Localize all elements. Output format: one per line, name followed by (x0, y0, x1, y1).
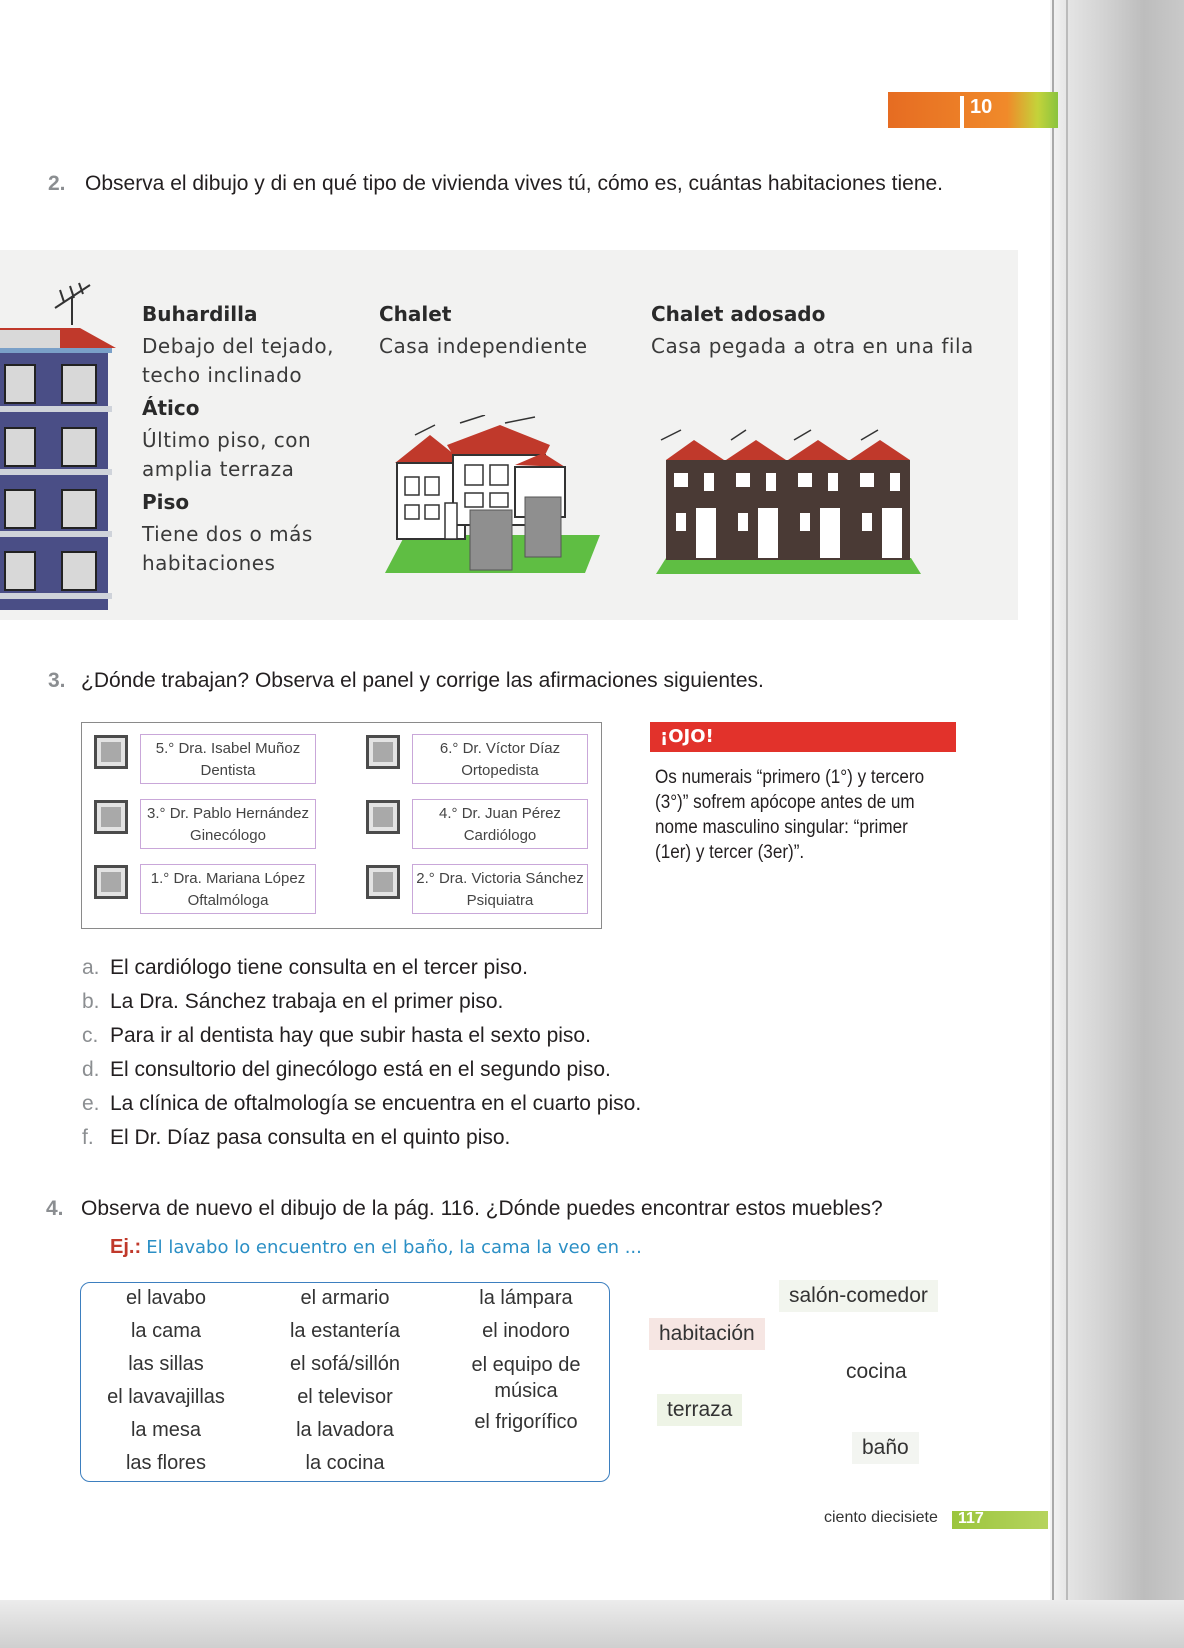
furniture-item: el televisor (297, 1386, 393, 1408)
page-number: 117 (958, 1510, 984, 1527)
exercise-3-number: 3. (48, 669, 66, 692)
term-definition: Último piso, con amplia terraza (142, 428, 312, 481)
room-label: salón-comedor (779, 1280, 938, 1312)
terms-column-middle (379, 302, 619, 361)
furniture-item: el armario (300, 1287, 390, 1309)
term-definition: Debajo del tejado, techo inclinado (142, 334, 334, 387)
example-text: El lavabo lo encuentro en el baño, la cama la veo en ... (146, 1237, 642, 1258)
term-definition: Tiene dos o más habitaciones (142, 522, 313, 575)
bottom-shadow (0, 1600, 1184, 1648)
furniture-item: las flores (125, 1452, 207, 1474)
page-edge (1050, 0, 1184, 1648)
furniture-item: las sillas (128, 1353, 204, 1375)
statements-list (82, 951, 842, 1155)
directory-entry: 6.° Dr. Víctor Díaz Ortopedista (412, 734, 588, 784)
page-number-bar (952, 1511, 1048, 1529)
directory-entry: 5.° Dra. Isabel Muñoz Dentista (140, 734, 316, 784)
doorbell-icon[interactable] (366, 800, 400, 834)
exercise-3-text: ¿Dónde trabajan? Observa el panel y corrige las afirmaciones siguientes. (81, 669, 764, 692)
doorbell-icon[interactable] (94, 865, 128, 899)
apartment-building-illustration (0, 280, 120, 610)
furniture-item: la cocina (305, 1452, 385, 1474)
chapter-number: 10 (970, 96, 993, 118)
doorbell-icon[interactable] (366, 735, 400, 769)
furniture-item: el lavabo (125, 1287, 207, 1309)
room-label: habitación (649, 1318, 765, 1350)
terms-column-right (651, 302, 981, 361)
example-line (110, 1236, 910, 1259)
page-edge-line (1066, 0, 1068, 1648)
furniture-item: el equipo de música (471, 1354, 581, 1402)
doorbell-icon[interactable] (366, 865, 400, 899)
exercise-4-heading (46, 1196, 1006, 1222)
directory-entry: 3.° Dr. Pablo Hernández Ginecólogo (140, 799, 316, 849)
room-label: terraza (657, 1394, 742, 1426)
furniture-column-3 (448, 1282, 604, 1439)
example-label: Ej.: (110, 1236, 142, 1258)
ojo-note-title: ¡OJO! (650, 722, 956, 752)
doorbell-icon[interactable] (94, 800, 128, 834)
statement-item: c. Para ir al dentista hay que subir hasta el sexto piso. (82, 1024, 591, 1047)
term-title: Piso (142, 490, 190, 514)
furniture-item: la estantería (289, 1320, 401, 1342)
exercise-3-heading (48, 668, 968, 694)
exercise-2-text: Observa el dibujo y di en qué tipo de vivienda vives tú, cómo es, cuántas habitaciones tiene. (85, 172, 944, 195)
furniture-item: la mesa (130, 1419, 202, 1441)
room-label: baño (852, 1432, 919, 1464)
statement-item: e. La clínica de oftalmología se encuentra en el cuarto piso. (82, 1092, 642, 1115)
building-directory-panel (81, 722, 602, 929)
furniture-column-2 (270, 1282, 420, 1480)
exercise-4-number: 4. (46, 1197, 64, 1220)
furniture-item: el lavavajillas (107, 1386, 225, 1408)
furniture-item: la lavadora (296, 1419, 394, 1441)
directory-entry: 1.° Dra. Mariana López Oftalmóloga (140, 864, 316, 914)
page-edge-line (1052, 0, 1054, 1648)
doorbell-icon[interactable] (94, 735, 128, 769)
ojo-note-text: Os numerais “primero (1°) y tercero (3°)” sofrem apócope antes de um nome masculino singular: “primer (1er) y tercer (3er)”. (655, 767, 925, 863)
statement-item: f. El Dr. Díaz pasa consulta en el quinto piso. (82, 1126, 511, 1149)
furniture-item: el inodoro (482, 1320, 570, 1342)
furniture-item: el sofá/sillón (289, 1353, 401, 1375)
term-title: Chalet (379, 302, 452, 326)
term-title: Buhardilla (142, 302, 258, 326)
term-definition: Casa pegada a otra en una fila (651, 334, 974, 358)
furniture-column-1 (92, 1282, 240, 1480)
terms-column-left (142, 302, 372, 578)
statement-item: b. La Dra. Sánchez trabaja en el primer piso. (82, 990, 504, 1013)
statement-item: d. El consultorio del ginecólogo está en el segundo piso. (82, 1058, 611, 1081)
term-title: Chalet adosado (651, 302, 826, 326)
furniture-item: el frigorífico (474, 1411, 578, 1433)
term-title: Ático (142, 396, 200, 420)
directory-entry: 4.° Dr. Juan Pérez Cardiólogo (412, 799, 588, 849)
statement-item: a. El cardiólogo tiene consulta en el tercer piso. (82, 956, 528, 979)
exercise-4-text: Observa de nuevo el dibujo de la pág. 116. ¿Dónde puedes encontrar estos muebles? (81, 1197, 883, 1220)
exercise-2-number: 2. (48, 172, 66, 195)
furniture-item: la lámpara (479, 1287, 573, 1309)
term-definition: Casa independiente (379, 334, 588, 358)
page-number-words: ciento diecisiete (824, 1509, 938, 1526)
furniture-item: la cama (130, 1320, 202, 1342)
chalet-illustration (385, 415, 600, 575)
terraced-houses-illustration (656, 428, 921, 576)
exercise-2-heading (48, 171, 968, 197)
room-label: cocina (846, 1360, 907, 1383)
directory-entry: 2.° Dra. Victoria Sánchez Psiquiatra (412, 864, 588, 914)
chapter-tab (888, 92, 1058, 128)
